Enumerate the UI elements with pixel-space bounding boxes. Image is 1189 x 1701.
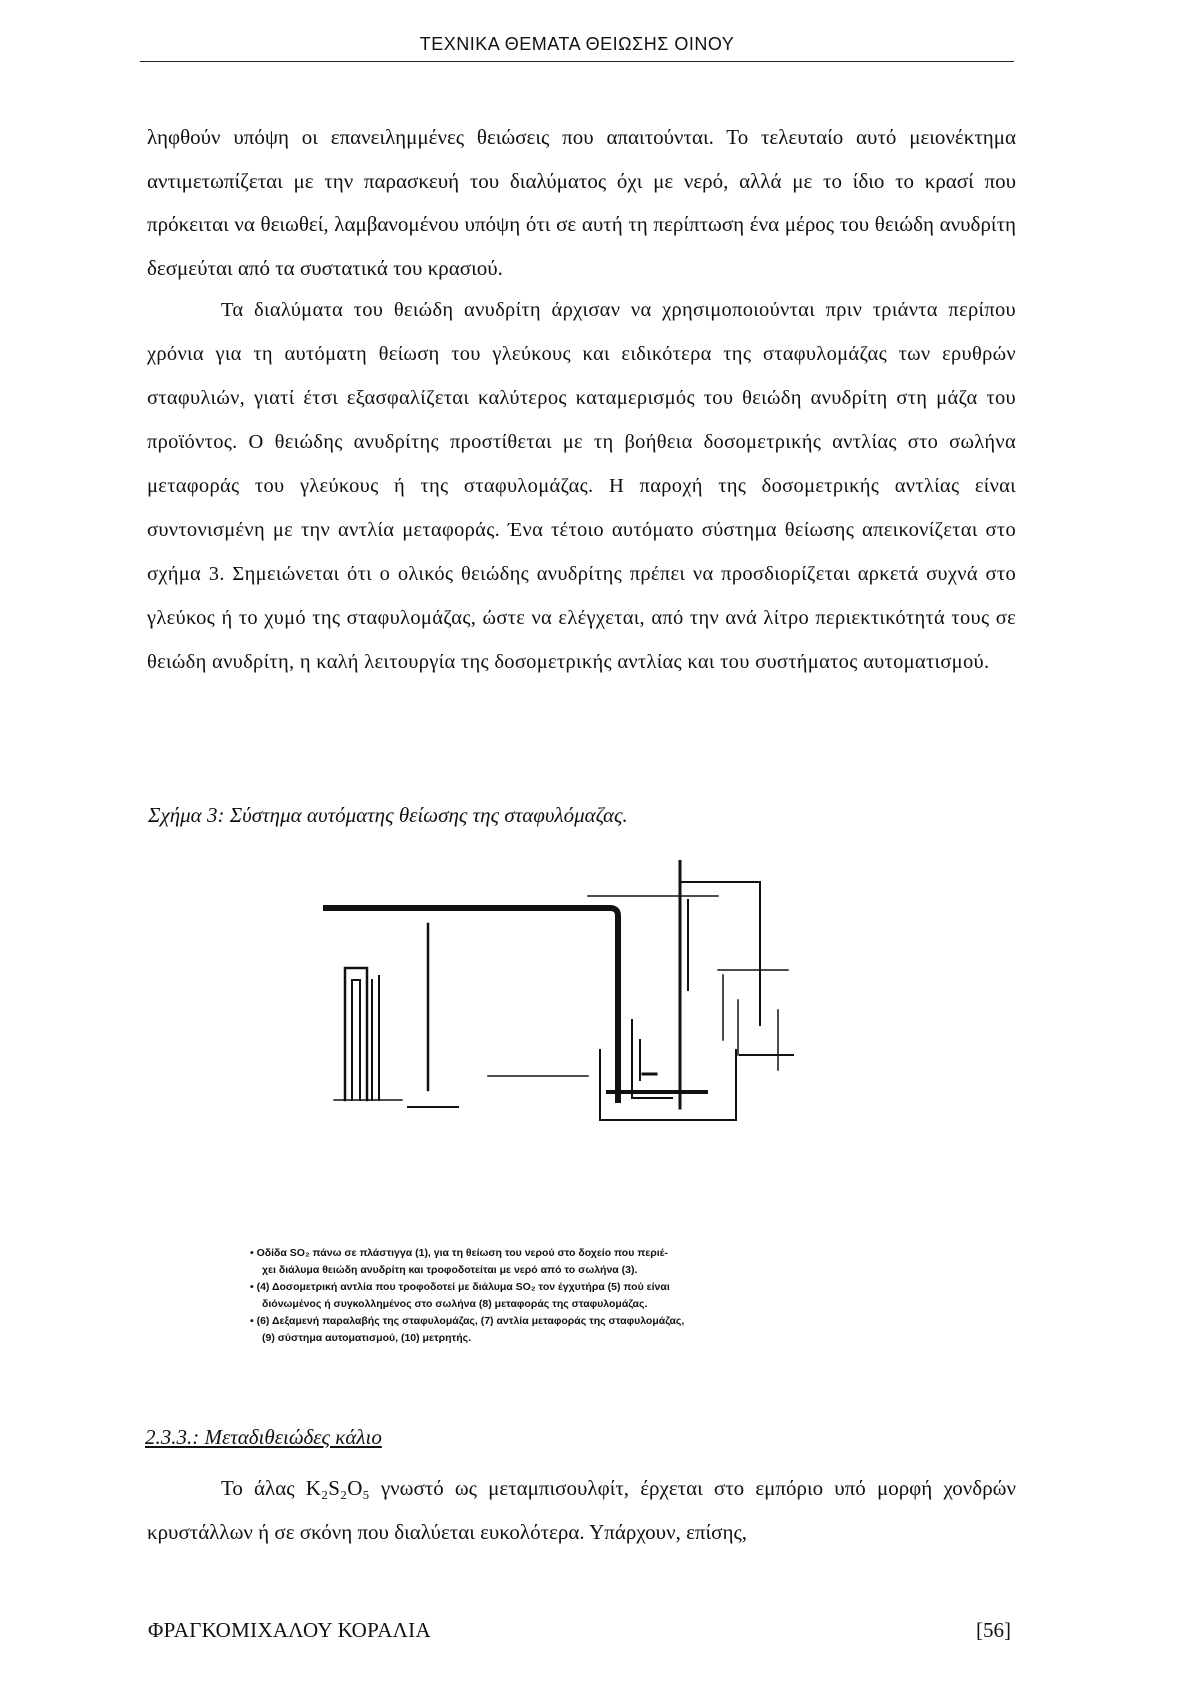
footer-author: ΦΡΑΓΚΟΜΙΧΑΛΟΥ ΚΟΡΑΛΙΑ: [148, 1618, 431, 1642]
section-heading: 2.3.3.: Μεταδιθειώδες κάλιο: [145, 1425, 382, 1449]
running-header: ΤΕΧΝΙΚΑ ΘΕΜΑΤΑ ΘΕΙΩΣΗΣ ΟΙΝΟΥ: [419, 34, 735, 54]
legend-line: χει διάλυμα θειώδη ανυδρίτη και τροφοδοτείται με νερό από το σωλήνα (3).: [262, 1264, 638, 1276]
figure-caption: Σχήμα 3: Σύστημα αυτόματης θείωσης της σταφυλόμαζας.: [148, 803, 628, 827]
body-paragraph-1: ληφθούν υπόψη οι επανειλημμένες θειώσεις που απαιτούνται. Το τελευταίο αυτό μειονέκτημα αντιμετωπίζεται με την παρασκευή του διαλύματος όχι με νερό, αλλά με το ίδιο το κρασί που πρόκειται να θειωθεί, λαμβανομένου υπόψη ότι σε αυτή τη περίπτωση ένα μέρος του θειώδη ανυδρίτη δεσμεύται από τα συστατικά του κρασιού.: [147, 125, 1016, 280]
body-paragraph-2: Τα διαλύματα του θειώδη ανυδρίτη άρχισαν να χρησιμοποιούνται πριν τριάντα περίπου χρόνια για τη αυτόματη θείωση του γλεύκους και ειδικότερα της σταφυλομάζας των ερυθρών σταφυλιών, γιατί έτσι εξασφαλίζεται καλύτερος καταμερισμός του θειώδη ανυδρίτη στη μάζα του προϊόντος. Ο θειώδης ανυδρίτης προστίθεται με τη βοήθεια δοσομετρικής αντλίας στο σωλήνα μεταφοράς του γλεύκους ή της σταφυλομάζας. Η παροχή της δοσομετρικής αντλίας είναι συντονισμένη με την αντλία μεταφοράς. Ένα τέτοιο αυτόματο σύστημα θείωσης απεικονίζεται στο σχήμα 3. Σημειώνεται ότι ο ολικός θειώδης ανυδρίτης πρέπει να προσδιορίζεται αρκετά συχνά στο γλεύκος ή το χυμό της σταφυλομάζας, ώστε να ελέγχεται, από την ανά λίτρο περιεκτικότητά τους σε θειώδη ανυδρίτη, η καλή λειτουργία της δοσομετρικής αντλίας και του συστήματος αυτοματισμού.: [147, 299, 1016, 673]
legend-line: • Οδίδα SO₂ πάνω σε πλάστιγγα (1), για τη θείωση του νερού στο δοχείο που περιέ-: [250, 1247, 668, 1259]
sulfiting-system-diagram: [248, 860, 868, 1250]
so2-cylinder: [345, 968, 367, 1100]
section-paragraph: Το άλας K₂S₂O₅ γνωστό ως μεταμπισουλφίτ, έρχεται στο εμπόριο υπό μορφή χονδρών κρυστάλλων ή σε σκόνη που διαλύεται ευκολότερα. Υπάρχουν, επίσης,: [147, 1476, 1016, 1544]
header-rule: [140, 61, 1014, 62]
figure-legend: [250, 1245, 900, 1347]
page-number: [56]: [976, 1618, 1011, 1642]
dosing-tank: [632, 1020, 672, 1098]
legend-line: • (6) Δεξαμενή παραλαβής της σταφυλομάζας, (7) αντλία μεταφοράς της σταφυλομάζας,: [250, 1315, 685, 1327]
legend-line: • (4) Δοσομετρική αντλία που τροφοδοτεί με διάλυμα SO₂ τον έγχυτήρα (5) πού είναι: [250, 1281, 670, 1293]
legend-line: (9) σύστημα αυτοματισμού, (10) μετρητής.: [262, 1332, 472, 1344]
legend-line: διόνωμένος ή συγκολλημένος στο σωλήνα (8) μεταφοράς της σταφυλομάζας.: [262, 1298, 648, 1310]
transfer-pipe: [326, 908, 618, 1100]
